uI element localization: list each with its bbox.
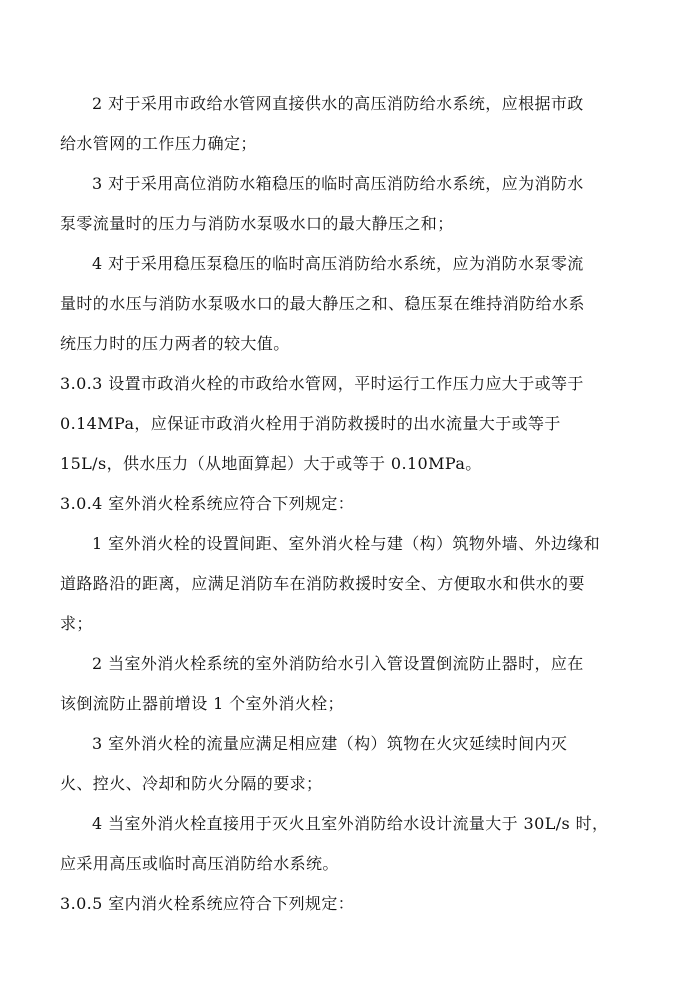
- text-line: 3.0.3 设置市政消火栓的市政给水管网，平时运行工作压力应大于或等于: [60, 374, 584, 393]
- text-line: 3 对于采用高位消防水箱稳压的临时高压消防给水系统，应为消防水: [92, 174, 584, 193]
- paragraph: [60, 244, 648, 364]
- text-line: 2 对于采用市政给水管网直接供水的高压消防给水系统，应根据市政: [92, 94, 584, 113]
- text-line: 3.0.4 室外消火栓系统应符合下列规定：: [60, 494, 355, 513]
- text-line: 应采用高压或临时高压消防给水系统。: [60, 854, 339, 873]
- document-body: [60, 84, 648, 924]
- text-line: 15L/s，供水压力（从地面算起）大于或等于 0.10MPa。: [60, 454, 482, 473]
- paragraph: [60, 644, 648, 724]
- text-line: 3.0.5 室内消火栓系统应符合下列规定：: [60, 894, 355, 913]
- text-line: 泵零流量时的压力与消防水泵吸水口的最大静压之和；: [60, 214, 454, 233]
- paragraph: [60, 884, 648, 924]
- text-line: 火、控火、冷却和防火分隔的要求；: [60, 774, 323, 793]
- paragraph: [60, 724, 648, 804]
- text-line: 量时的水压与消防水泵吸水口的最大静压之和、稳压泵在维持消防给水系: [60, 294, 585, 313]
- paragraph: [60, 524, 648, 644]
- paragraph: [60, 804, 648, 884]
- text-line: 统压力时的压力两者的较大值。: [60, 334, 290, 353]
- text-line: 4 当室外消火栓直接用于灭火且室外消防给水设计流量大于 30L/s 时，: [92, 814, 609, 833]
- text-line: 3 室外消火栓的流量应满足相应建（构）筑物在火灾延续时间内灭: [92, 734, 568, 753]
- text-line: 1 室外消火栓的设置间距、室外消火栓与建（构）筑物外墙、外边缘和: [92, 534, 601, 553]
- text-line: 0.14MPa，应保证市政消火栓用于消防救援时的出水流量大于或等于: [60, 414, 561, 433]
- paragraph: [60, 364, 648, 484]
- text-line: 求；: [60, 614, 93, 633]
- text-line: 该倒流防止器前增设 1 个室外消火栓；: [60, 694, 344, 713]
- text-line: 给水管网的工作压力确定；: [60, 134, 257, 153]
- text-line: 4 对于采用稳压泵稳压的临时高压消防给水系统，应为消防水泵零流: [92, 254, 584, 273]
- paragraph: [60, 164, 648, 244]
- text-line: 2 当室外消火栓系统的室外消防给水引入管设置倒流防止器时，应在: [92, 654, 584, 673]
- paragraph: [60, 84, 648, 164]
- text-line: 道路路沿的距离，应满足消防车在消防救援时安全、方便取水和供水的要: [60, 574, 585, 593]
- paragraph: [60, 484, 648, 524]
- document-page: [60, 84, 648, 924]
